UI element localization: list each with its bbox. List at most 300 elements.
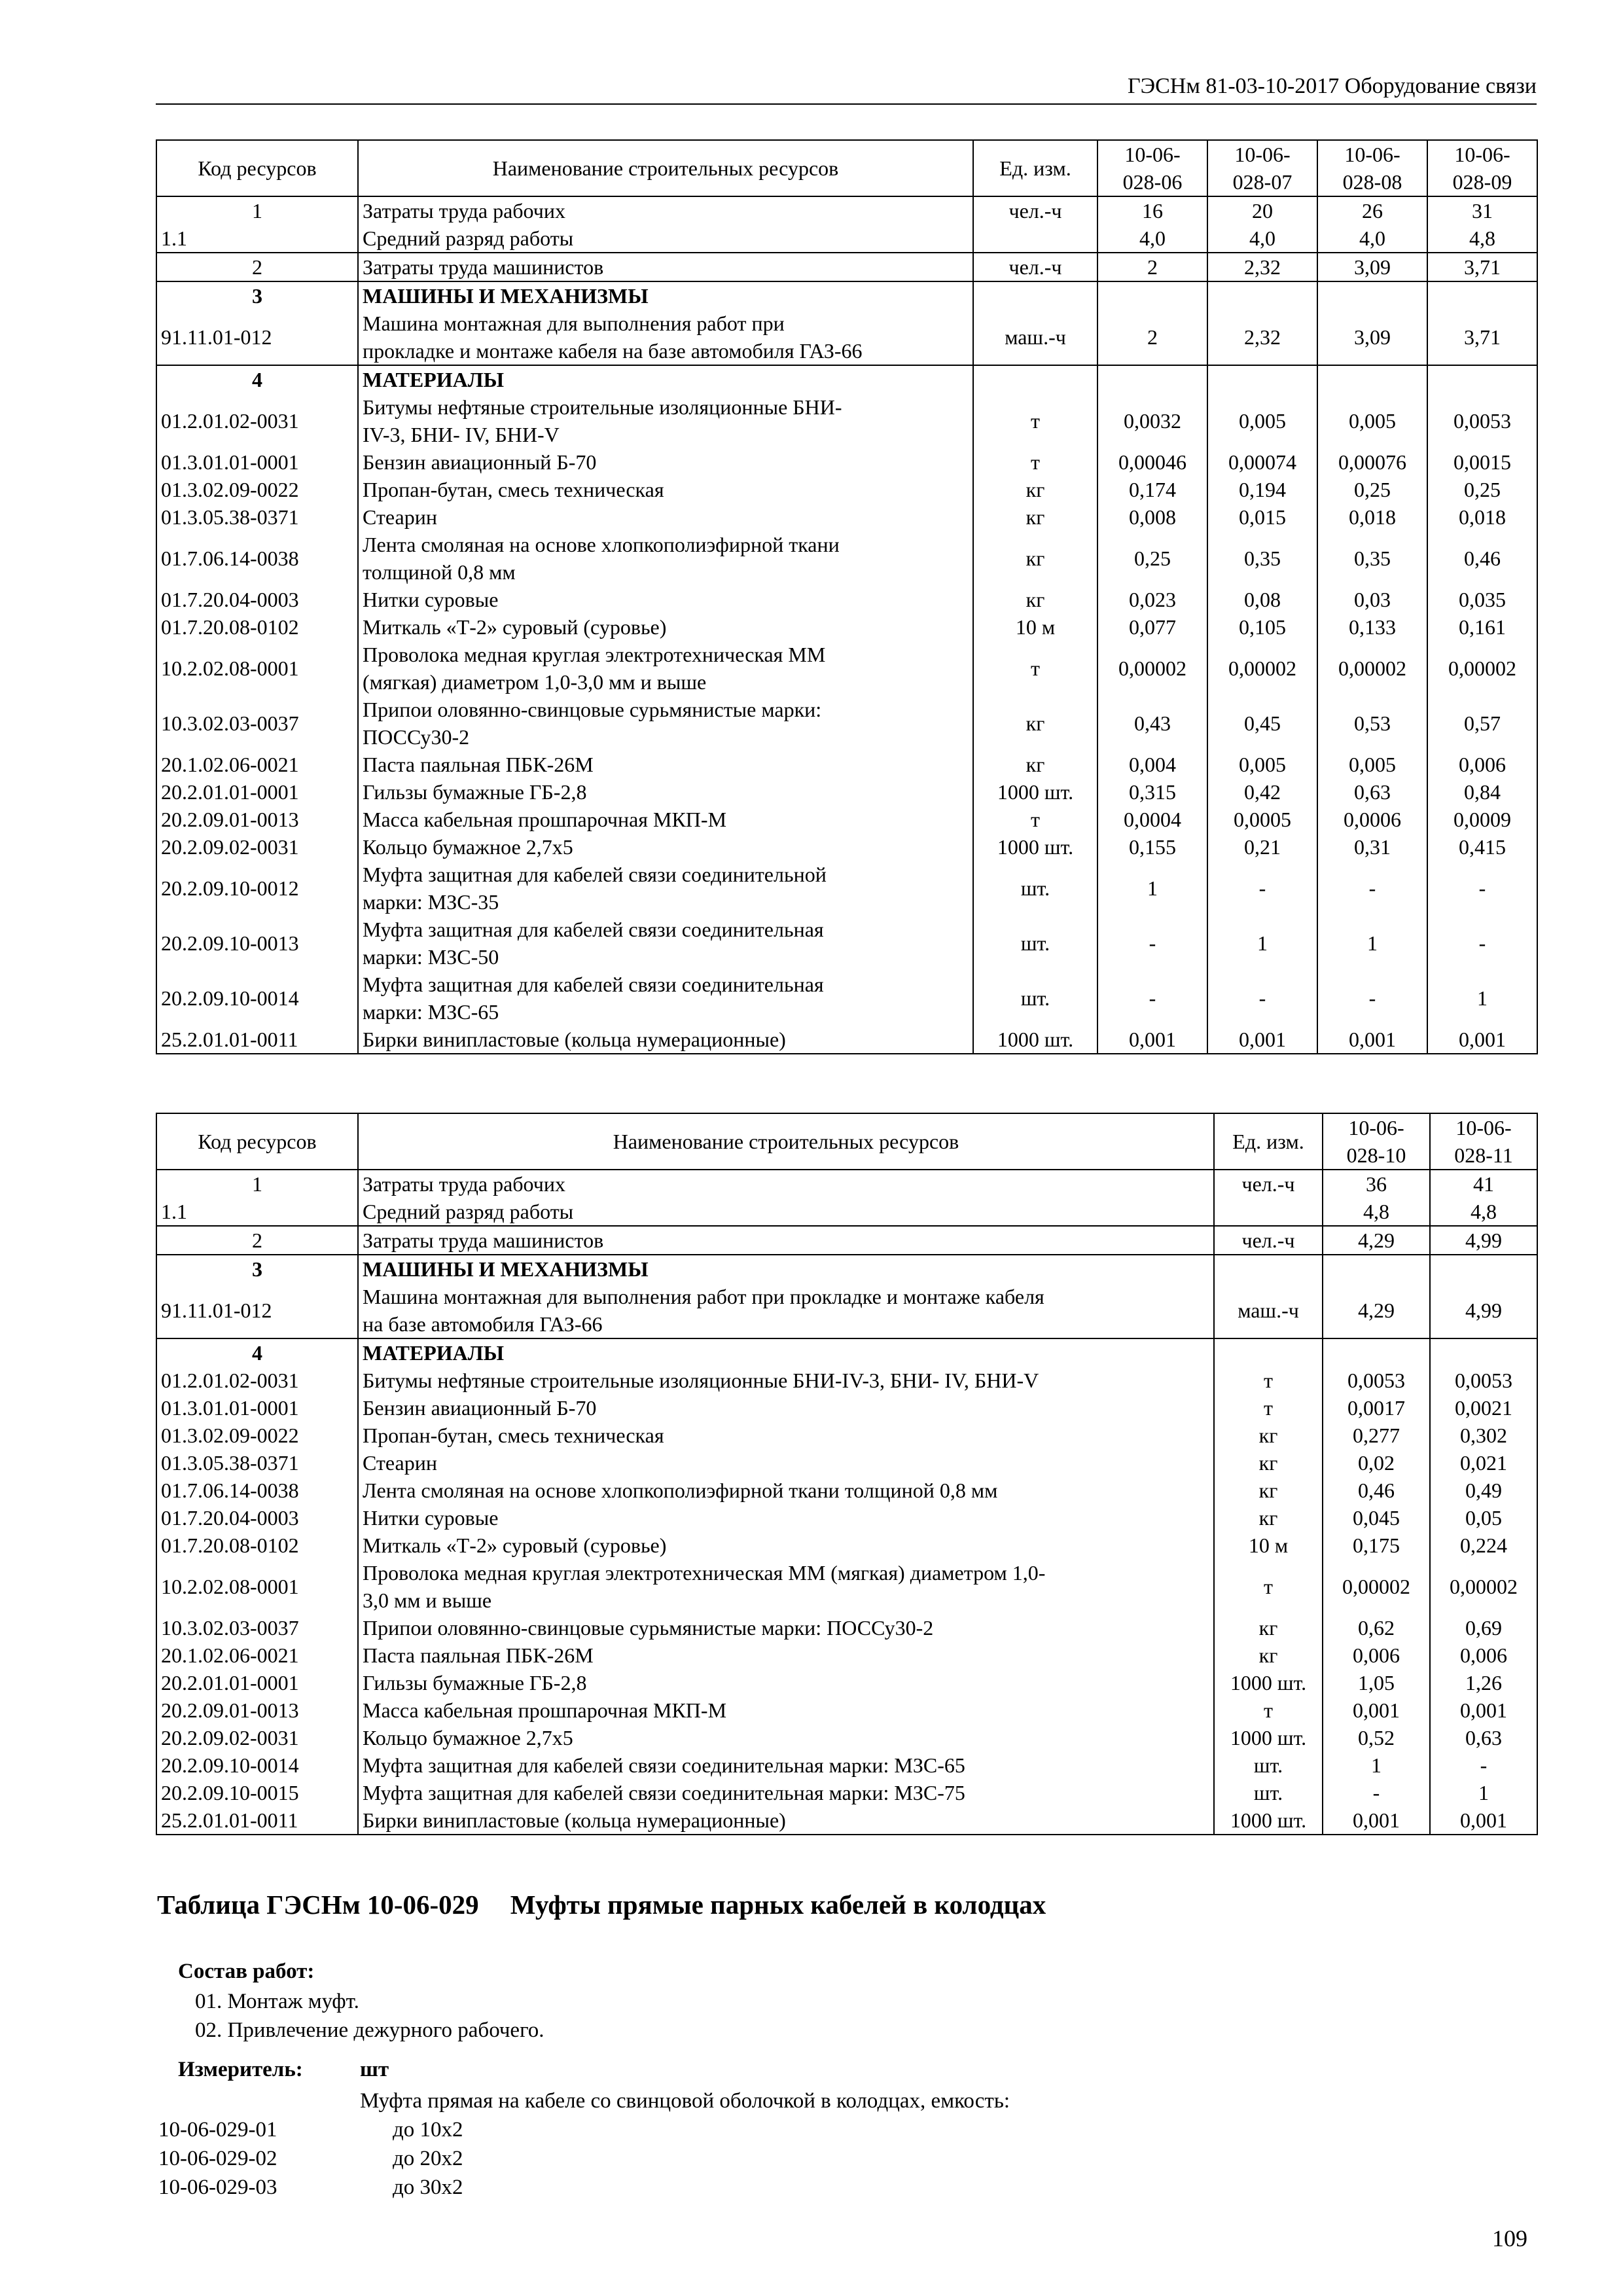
resource-unit: шт.: [973, 861, 1097, 916]
resource-code: 01.3.05.38-0371: [156, 503, 358, 531]
resource-name: [358, 806, 973, 833]
norm-value: 0,0053: [1430, 1367, 1537, 1394]
resource-unit: 1000 шт.: [973, 778, 1097, 806]
norm-value: 0,001: [1427, 1026, 1537, 1054]
norm-code-line-2: 028-06: [1122, 170, 1183, 194]
header-rule: [156, 103, 1537, 105]
resource-name: [358, 833, 973, 861]
norm-value: 0,25: [1317, 476, 1427, 503]
norm-value: -: [1207, 971, 1317, 1026]
norm-value: 0,62: [1323, 1614, 1430, 1641]
norm-value: 2: [1097, 310, 1207, 365]
resource-unit: кг: [973, 696, 1097, 751]
resource-name-line: (мягкая) диаметром 1,0-3,0 мм и выше: [363, 670, 707, 694]
norm-value: 0,004: [1097, 751, 1207, 778]
resource-code: 20.2.09.02-0031: [156, 833, 358, 861]
norm-value: 0,45: [1207, 696, 1317, 751]
norm-value: 0,174: [1097, 476, 1207, 503]
resource-code: 01.3.02.09-0022: [156, 476, 358, 503]
norm-value: 0,25: [1427, 476, 1537, 503]
resource-code: 20.2.09.10-0015: [156, 1779, 358, 1806]
norm-code: 10-06-029-02: [158, 2147, 277, 2170]
norm-value: 3,71: [1427, 310, 1537, 365]
norm-value: 0,415: [1427, 833, 1537, 861]
resource-name: [358, 1283, 1214, 1338]
table-row: [156, 1751, 1537, 1779]
resource-name-line: Бензин авиационный Б-70: [363, 450, 597, 474]
resource-unit: 1000 шт.: [973, 833, 1097, 861]
resource-name-line: Средний разряд работы: [363, 226, 574, 250]
norm-value: [1427, 281, 1537, 310]
resource-code: 20.1.02.06-0021: [156, 751, 358, 778]
norm-value: 1: [1207, 916, 1317, 971]
resource-name-line: IV-3, БНИ- IV, БНИ-V: [363, 423, 560, 446]
norm-value: 0,0053: [1323, 1367, 1430, 1394]
resource-unit: [1214, 1338, 1323, 1367]
norm-value: 0,006: [1430, 1641, 1537, 1669]
norm-caption: до 30х2: [393, 2176, 463, 2199]
norm-value: 4,0: [1317, 224, 1427, 253]
resource-name: [358, 916, 973, 971]
resource-code: 20.2.01.01-0001: [156, 1669, 358, 1696]
resource-name: [358, 586, 973, 613]
resource-unit: кг: [973, 586, 1097, 613]
norm-caption: до 20х2: [393, 2147, 463, 2170]
norm-value: 0,52: [1323, 1724, 1430, 1751]
resource-unit: 10 м: [1214, 1532, 1323, 1559]
resource-unit: т: [1214, 1394, 1323, 1422]
norm-value: 0,277: [1323, 1422, 1430, 1449]
table-row: [156, 1614, 1537, 1641]
resource-unit: т: [973, 448, 1097, 476]
resource-name: [358, 696, 973, 751]
resource-unit: шт.: [1214, 1751, 1323, 1779]
norm-value: 0,001: [1430, 1696, 1537, 1724]
norm-code-row: [158, 2144, 463, 2173]
norm-value: 0,46: [1323, 1477, 1430, 1504]
resource-unit: шт.: [973, 916, 1097, 971]
resource-code: 01.7.20.08-0102: [156, 1532, 358, 1559]
resource-name: [358, 365, 973, 393]
resource-name: [358, 1255, 1214, 1283]
resource-unit: кг: [1214, 1477, 1323, 1504]
resource-name-line: МАТЕРИАЛЫ: [363, 1341, 504, 1365]
resource-code: 01.2.01.02-0031: [156, 1367, 358, 1394]
resource-name-line: Припои оловянно-свинцовые сурьмянистые марки: ПОССу30-2: [363, 1616, 934, 1640]
table-row: [156, 281, 1537, 310]
table-row: [156, 1283, 1537, 1338]
norm-value: 0,001: [1323, 1806, 1430, 1835]
resource-name: [358, 1226, 1214, 1255]
norm-value: 0,49: [1430, 1477, 1537, 1504]
resource-code: 01.3.05.38-0371: [156, 1449, 358, 1477]
table-row: [156, 1779, 1537, 1806]
resource-unit: кг: [1214, 1504, 1323, 1532]
resource-name-line: Пропан-бутан, смесь техническая: [363, 1424, 664, 1447]
resource-unit: 1000 шт.: [973, 1026, 1097, 1054]
norm-value: 0,00002: [1430, 1559, 1537, 1614]
norm-value: 0,57: [1427, 696, 1537, 751]
table-row: [156, 1641, 1537, 1669]
norm-value: 3,71: [1427, 253, 1537, 281]
resource-unit: [1214, 1198, 1323, 1226]
table-row: [156, 641, 1537, 696]
table-row: [156, 1477, 1537, 1504]
norm-value: 0,315: [1097, 778, 1207, 806]
resource-code: 3: [156, 281, 358, 310]
norm-value: 1: [1317, 916, 1427, 971]
resource-unit: кг: [1214, 1422, 1323, 1449]
resource-unit: [1214, 1255, 1323, 1283]
resource-code: 10.2.02.08-0001: [156, 641, 358, 696]
composition-heading: Состав работ:: [178, 1960, 315, 1983]
norm-value: 0,08: [1207, 586, 1317, 613]
resource-unit: [973, 365, 1097, 393]
col-header-code: Код ресурсов: [156, 1113, 358, 1170]
norm-value: 3,09: [1317, 253, 1427, 281]
col-header-norm: [1427, 140, 1537, 196]
table-row: [156, 613, 1537, 641]
resource-name: [358, 281, 973, 310]
norm-value: 0,023: [1097, 586, 1207, 613]
norm-value: 0,0009: [1427, 806, 1537, 833]
resource-name-line: ПОССу30-2: [363, 725, 470, 749]
table-row: [156, 696, 1537, 751]
norm-code-line-1: 10-06-: [1344, 143, 1400, 166]
norm-value: [1323, 1255, 1430, 1283]
resource-unit: 1000 шт.: [1214, 1806, 1323, 1835]
resource-name: [358, 253, 973, 281]
resource-code: 20.2.09.10-0014: [156, 971, 358, 1026]
norm-value: 0,00046: [1097, 448, 1207, 476]
resource-name: [358, 1504, 1214, 1532]
resource-name-line: Проволока медная круглая электротехническая ММ: [363, 643, 826, 666]
resource-name-line: Нитки суровые: [363, 1506, 499, 1530]
norm-value: 0,0015: [1427, 448, 1537, 476]
resource-code: 1: [156, 1170, 358, 1198]
resource-code: 10.3.02.03-0037: [156, 696, 358, 751]
col-header-norm: [1097, 140, 1207, 196]
norm-value: 0,00002: [1317, 641, 1427, 696]
resource-name: [358, 393, 973, 448]
norm-value: 4,8: [1430, 1198, 1537, 1226]
norm-value: -: [1430, 1751, 1537, 1779]
resource-code: 1: [156, 196, 358, 224]
resource-code: 01.7.06.14-0038: [156, 531, 358, 586]
table-row: [156, 224, 1537, 253]
norm-value: [1430, 1255, 1537, 1283]
resource-code: 91.11.01-012: [156, 310, 358, 365]
norm-value: 0,35: [1317, 531, 1427, 586]
resource-name: [358, 1394, 1214, 1422]
table-row: [156, 1504, 1537, 1532]
resource-unit: маш.-ч: [1214, 1283, 1323, 1338]
resource-code: 20.2.09.01-0013: [156, 1696, 358, 1724]
norm-value: 2: [1097, 253, 1207, 281]
col-header-norm: [1430, 1113, 1537, 1170]
resource-name: [358, 641, 973, 696]
table-row: [156, 1226, 1537, 1255]
norm-value: 0,006: [1323, 1641, 1430, 1669]
norm-value: 4,29: [1323, 1283, 1430, 1338]
norm-value: 0,035: [1427, 586, 1537, 613]
resource-code: 25.2.01.01-0011: [156, 1806, 358, 1835]
resource-name-line: толщиной 0,8 мм: [363, 560, 516, 584]
resource-name-line: Нитки суровые: [363, 588, 499, 611]
resource-unit: [973, 224, 1097, 253]
norm-value: 0,0032: [1097, 393, 1207, 448]
table-name: Муфты прямые парных кабелей в колодцах: [510, 1890, 1046, 1920]
resource-name: [358, 224, 973, 253]
norm-value: 4,99: [1430, 1283, 1537, 1338]
resource-unit: маш.-ч: [973, 310, 1097, 365]
resource-name-line: Бирки винипластовые (кольца нумерационные): [363, 1028, 786, 1051]
table-row: [156, 310, 1537, 365]
resource-name-line: Стеарин: [363, 505, 437, 529]
col-header-code: Код ресурсов: [156, 140, 358, 196]
table-row: [156, 971, 1537, 1026]
norm-value: 1,26: [1430, 1669, 1537, 1696]
resource-unit: шт.: [1214, 1779, 1323, 1806]
norm-value: 0,46: [1427, 531, 1537, 586]
resource-code: 4: [156, 365, 358, 393]
col-header-norm: [1323, 1113, 1430, 1170]
norm-value: -: [1097, 971, 1207, 1026]
table-row: [156, 448, 1537, 476]
norm-value: 0,194: [1207, 476, 1317, 503]
col-header-name: Наименование строительных ресурсов: [358, 1113, 1214, 1170]
resource-code: 4: [156, 1338, 358, 1367]
table-row: [156, 778, 1537, 806]
resource-unit: кг: [973, 503, 1097, 531]
norm-value: 0,00002: [1427, 641, 1537, 696]
norm-value: [1317, 365, 1427, 393]
norm-value: 0,005: [1207, 393, 1317, 448]
norm-value: 0,00002: [1097, 641, 1207, 696]
norm-value: 0,0021: [1430, 1394, 1537, 1422]
resource-name: [358, 1532, 1214, 1559]
col-header-norm: [1207, 140, 1317, 196]
resource-unit: т: [973, 641, 1097, 696]
table-row: [156, 196, 1537, 224]
norm-value: -: [1427, 861, 1537, 916]
resource-name-line: Масса кабельная прошпарочная МКП-М: [363, 808, 727, 831]
norm-value: 1,05: [1323, 1669, 1430, 1696]
resource-name: [358, 613, 973, 641]
norm-value: 0,31: [1317, 833, 1427, 861]
resource-name: [358, 196, 973, 224]
measure-unit: шт: [360, 2058, 389, 2081]
resource-name-line: Машина монтажная для выполнения работ при прокладке и монтаже кабеля: [363, 1285, 1044, 1308]
resource-name: [358, 503, 973, 531]
table-row: [156, 253, 1537, 281]
resource-name-line: Кольцо бумажное 2,7х5: [363, 1726, 573, 1749]
table-row: [156, 1806, 1537, 1835]
table-row: [156, 476, 1537, 503]
resource-code: 2: [156, 253, 358, 281]
norm-value: 31: [1427, 196, 1537, 224]
measure-label: Измеритель:: [178, 2058, 303, 2081]
norm-value: -: [1323, 1779, 1430, 1806]
norm-value: 4,8: [1427, 224, 1537, 253]
norm-value: 0,00002: [1323, 1559, 1430, 1614]
norm-value: 0,00002: [1207, 641, 1317, 696]
resource-name-line: на базе автомобиля ГАЗ-66: [363, 1312, 603, 1336]
resource-code: 01.3.01.01-0001: [156, 1394, 358, 1422]
resource-name-line: Затраты труда рабочих: [363, 199, 565, 223]
resource-code: 1.1: [156, 1198, 358, 1226]
resource-code: 01.7.20.04-0003: [156, 1504, 358, 1532]
norm-value: 0,63: [1430, 1724, 1537, 1751]
norm-value: 20: [1207, 196, 1317, 224]
resource-name: [358, 1779, 1214, 1806]
resource-name: [358, 531, 973, 586]
resource-code: 25.2.01.01-0011: [156, 1026, 358, 1054]
table-row: [156, 365, 1537, 393]
table-row: [156, 861, 1537, 916]
table-row: [156, 1170, 1537, 1198]
norm-value: 0,001: [1097, 1026, 1207, 1054]
resource-name-line: Муфта защитная для кабелей связи соединительная марки: МЗС-65: [363, 1753, 965, 1777]
table-row: [156, 1532, 1537, 1559]
norm-value: 0,001: [1207, 1026, 1317, 1054]
norm-code-line-2: 028-08: [1342, 170, 1402, 194]
col-header-norm: [1317, 140, 1427, 196]
table-row: [156, 393, 1537, 448]
norm-value: -: [1427, 916, 1537, 971]
norm-value: 0,05: [1430, 1504, 1537, 1532]
norm-value: 0,0005: [1207, 806, 1317, 833]
norm-value: -: [1317, 971, 1427, 1026]
norm-value: 36: [1323, 1170, 1430, 1198]
resource-unit: т: [973, 806, 1097, 833]
resource-name: [358, 310, 973, 365]
norm-value: 0,161: [1427, 613, 1537, 641]
resource-unit: кг: [973, 476, 1097, 503]
table-row: [156, 503, 1537, 531]
norm-value: [1317, 281, 1427, 310]
resource-name: [358, 751, 973, 778]
norm-code-line-2: 028-07: [1232, 170, 1293, 194]
norm-value: 1: [1323, 1751, 1430, 1779]
norm-value: 4,0: [1097, 224, 1207, 253]
table-row: [156, 1198, 1537, 1226]
norm-value: 26: [1317, 196, 1427, 224]
resource-code: 01.7.20.04-0003: [156, 586, 358, 613]
norm-code-line-2: 028-11: [1454, 1143, 1513, 1167]
norm-value: 41: [1430, 1170, 1537, 1198]
norm-value: 0,018: [1317, 503, 1427, 531]
norm-code-line-1: 10-06-: [1124, 143, 1181, 166]
table-row: [156, 1422, 1537, 1449]
resource-unit: т: [1214, 1696, 1323, 1724]
table-row: [156, 1255, 1537, 1283]
norm-value: 1: [1427, 971, 1537, 1026]
resource-name-line: Стеарин: [363, 1451, 437, 1475]
norm-value: 0,69: [1430, 1614, 1537, 1641]
resource-code: 20.2.09.10-0012: [156, 861, 358, 916]
resource-name: [358, 1559, 1214, 1614]
resource-name-line: Лента смоляная на основе хлопкополиэфирной ткани: [363, 533, 840, 556]
resources-table-2: [156, 1113, 1538, 1835]
resource-name-line: Паста паяльная ПБК-26М: [363, 753, 594, 776]
norm-value: [1207, 281, 1317, 310]
table-row: [156, 806, 1537, 833]
norm-value: 0,008: [1097, 503, 1207, 531]
col-header-name: Наименование строительных ресурсов: [358, 140, 973, 196]
norm-code-line-1: 10-06-: [1234, 143, 1291, 166]
norm-value: 0,00076: [1317, 448, 1427, 476]
page-number: 109: [1492, 2225, 1527, 2251]
norm-value: 16: [1097, 196, 1207, 224]
norm-value: 0,03: [1317, 586, 1427, 613]
norm-value: 0,018: [1427, 503, 1537, 531]
table-row: [156, 751, 1537, 778]
col-header-unit: Ед. изм.: [973, 140, 1097, 196]
norm-code-row: [158, 2115, 463, 2144]
table-row: [156, 1026, 1537, 1054]
norm-value: 0,045: [1323, 1504, 1430, 1532]
resource-unit: чел.-ч: [1214, 1170, 1323, 1198]
table-row: [156, 1449, 1537, 1477]
resource-code: 01.3.01.01-0001: [156, 448, 358, 476]
resource-name-line: Битумы нефтяные строительные изоляционные БНИ-: [363, 395, 842, 419]
resource-code: 20.2.09.01-0013: [156, 806, 358, 833]
norm-value: 0,53: [1317, 696, 1427, 751]
norm-code-line-1: 10-06-: [1454, 143, 1510, 166]
resource-name: [358, 1477, 1214, 1504]
composition-item: 01. Монтаж муфт.: [195, 1990, 359, 2013]
norm-code-line-1: 10-06-: [1348, 1116, 1404, 1139]
resource-name-line: Муфта защитная для кабелей связи соединительная: [363, 918, 824, 941]
resource-code: 01.3.02.09-0022: [156, 1422, 358, 1449]
resource-name: [358, 1338, 1214, 1367]
norm-value: 0,0053: [1427, 393, 1537, 448]
resource-name-line: марки: МЗС-65: [363, 1000, 499, 1024]
resource-unit: чел.-ч: [973, 253, 1097, 281]
section-table-title: [157, 1886, 1046, 1923]
resource-name-line: Кольцо бумажное 2,7х5: [363, 835, 573, 859]
resource-name: [358, 448, 973, 476]
resource-name-line: Припои оловянно-свинцовые сурьмянистые марки:: [363, 698, 822, 721]
resource-name-line: Пропан-бутан, смесь техническая: [363, 478, 664, 501]
norm-value: [1430, 1338, 1537, 1367]
norm-value: 1: [1097, 861, 1207, 916]
norm-value: 4,99: [1430, 1226, 1537, 1255]
table-row: [156, 1367, 1537, 1394]
norm-value: 0,63: [1317, 778, 1427, 806]
norm-value: 0,00074: [1207, 448, 1317, 476]
resource-unit: т: [1214, 1367, 1323, 1394]
resource-code: 20.2.01.01-0001: [156, 778, 358, 806]
norm-value: 0,133: [1317, 613, 1427, 641]
resource-name: [358, 1367, 1214, 1394]
norm-value: 0,0004: [1097, 806, 1207, 833]
norm-value: 1: [1430, 1779, 1537, 1806]
resource-name-line: прокладке и монтаже кабеля на базе автомобиля ГАЗ-66: [363, 339, 863, 363]
resource-name-line: Бирки винипластовые (кольца нумерационные): [363, 1808, 786, 1832]
resource-name-line: Гильзы бумажные ГБ-2,8: [363, 780, 587, 804]
norm-value: 0,21: [1207, 833, 1317, 861]
resource-name-line: Миткаль «Т-2» суровый (суровье): [363, 1534, 667, 1557]
norm-value: 0,077: [1097, 613, 1207, 641]
norm-value: 0,005: [1207, 751, 1317, 778]
col-header-unit: Ед. изм.: [1214, 1113, 1323, 1170]
resource-name-line: Миткаль «Т-2» суровый (суровье): [363, 615, 667, 639]
resource-name: [358, 476, 973, 503]
norm-code-row: [158, 2173, 463, 2202]
resource-code: 91.11.01-012: [156, 1283, 358, 1338]
